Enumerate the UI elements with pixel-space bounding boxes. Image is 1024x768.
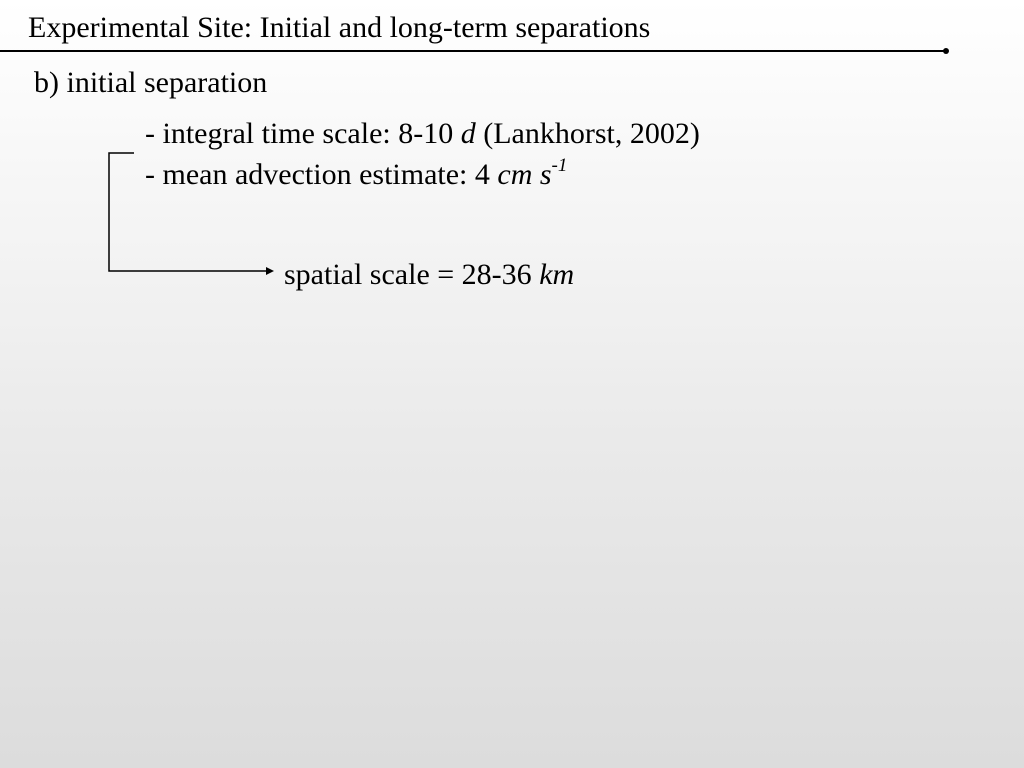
result-text: spatial scale = 28-36: [284, 258, 540, 291]
result-spatial-scale: [284, 257, 574, 293]
bullet-unit-exponent: -1: [551, 155, 568, 176]
bullet-unit: cm s: [497, 158, 552, 191]
bullet-unit: d: [460, 117, 476, 150]
bracket-arrow-connector: [100, 145, 280, 280]
result-unit: km: [539, 258, 575, 291]
bullet-citation: (Lankhorst, 2002): [475, 117, 700, 150]
bullet-text: - mean advection estimate: 4: [145, 158, 498, 191]
section-subheading: b) initial separation: [34, 66, 268, 99]
title-rule: [0, 48, 950, 54]
bullet-text: - integral time scale: 8-10: [145, 117, 461, 150]
slide-title: Experimental Site: Initial and long-term separations: [28, 11, 651, 44]
arrowhead-icon: [266, 267, 274, 275]
